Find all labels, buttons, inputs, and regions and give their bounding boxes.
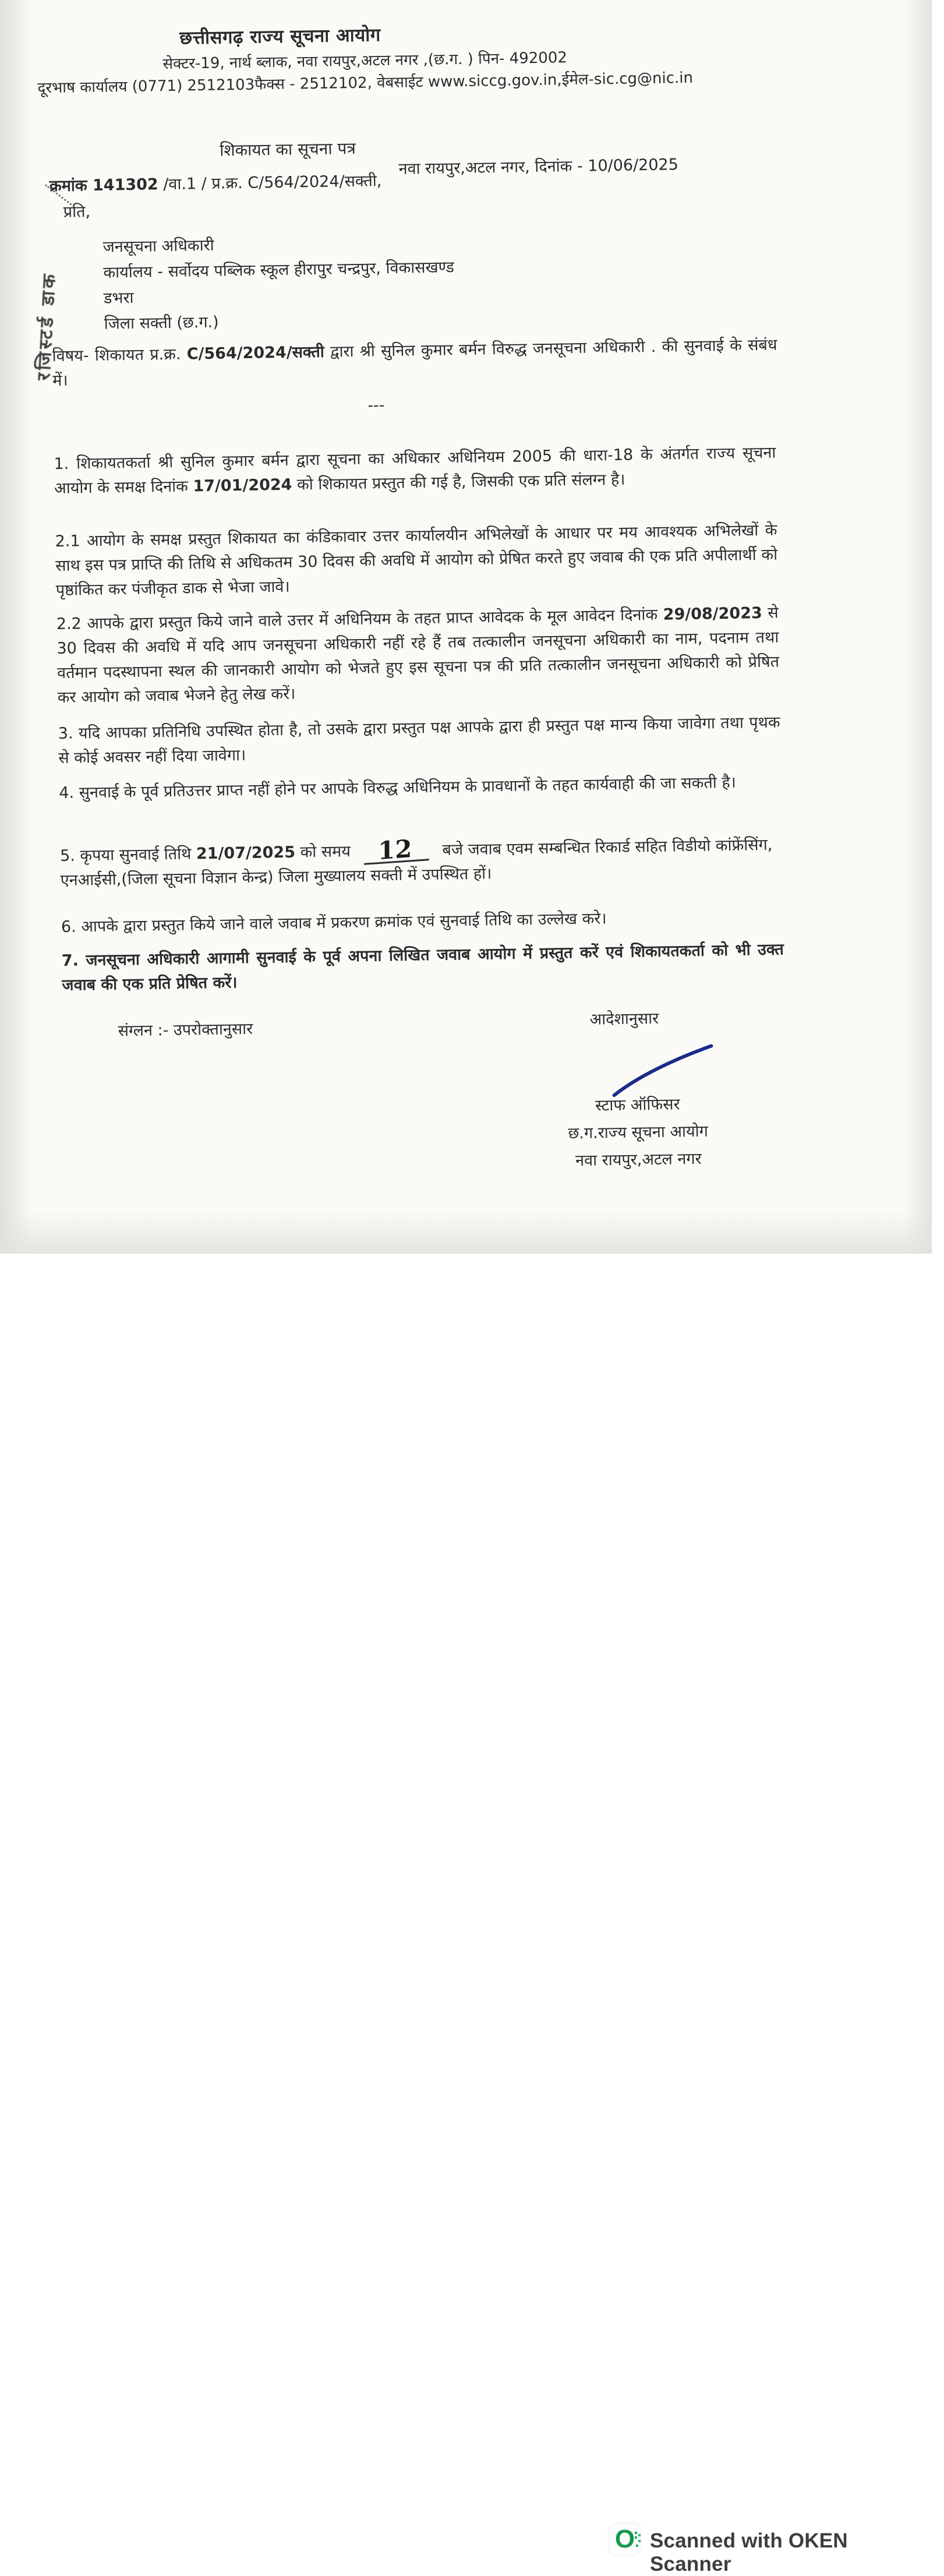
p5-hearing-date: 21/07/2025: [196, 843, 296, 863]
paragraph-5: [60, 833, 783, 893]
paragraph-6: 6. आपके द्वारा प्रस्तुत किये जाने वाले जवाब में प्रकरण क्रमांक एवं सुनवाई तिथि का उल्लेख करे।: [61, 909, 607, 936]
subject-pre: विषय- शिकायत प्र.क्र.: [52, 345, 187, 366]
recipient-block: [102, 224, 745, 337]
recipient-line: जिला सक्ती (छ.ग.): [104, 313, 219, 333]
org-contact: दूरभाष कार्यालय (0771) 2512103फैक्स - 2512102, वेबसाईट www.siccg.gov.in,ईमेल-sic.cg@nic.in: [37, 69, 694, 97]
p5-text-end: बजे जवाब एवम सम्बन्धित रिकार्ड सहित विडीयो कांफ्रेंसिंग, एनआईसी,(जिला सूचना विज्ञान केन्द्र) जिला मुख्यालय सक्ती में उपस्थित हों।: [60, 835, 773, 890]
p2-2-text-end: से 30 दिवस की अवधि में यदि आप जनसूचना अधिकारी नहीं रहे हैं तब तत्कालीन जनसूचना अधिकारी का नाम, पदनाम तथा वर्तमान पदस्थापना स्थल की जानकारी आयोग को भेजते हुए इस सूचना पत्र की प्रति तत्कालीन जनसूचना अधिकारी को प्रेषित कर आयोग को जवाब भेजने हेतु लेख करें।: [56, 604, 780, 707]
scanner-footer: [0, 1254, 932, 2575]
p2-2-text: 2.2 आपके द्वारा प्रस्तुत किये जाने वाले उत्तर में अधिनियम के तहत प्राप्त आवेदक के मूल आवेदन दिनांक: [56, 605, 664, 634]
paragraph-1: [54, 441, 776, 501]
signatory-place: नवा रायपुर,अटल नगर: [575, 1149, 702, 1170]
p5-text-mid: को समय: [295, 842, 356, 862]
oken-logo-letter: O: [614, 2525, 635, 2553]
reference-rest: /वा.1 / प्र.क्र. C/564/2024/सक्ती,: [158, 172, 382, 194]
recipient-line: डभरा: [103, 288, 134, 308]
to-label: प्रति,: [63, 203, 91, 221]
reference-line: [50, 168, 457, 196]
reference-number: क्रमांक 141302: [49, 175, 158, 196]
enclosure-note: संग्लन :- उपरोक्तानुसार: [118, 1019, 253, 1040]
subject-post: द्वारा श्री सुनिल कुमार बर्मन विरुद्ध जनसूचना अधिकारी . की सुनवाई के संबंध में।: [52, 336, 777, 390]
paragraph-2-1: 2.1 आयोग के समक्ष प्रस्तुत शिकायत का कंडिकावार उत्तर कार्यालयीन अभिलेखों के आधार पर मय आवश्यक अभिलेखों के साथ इस पत्र प्राप्ति की तिथि से अधिकतम 30 दिवस की अवधि में आयोग को प्रेषित करते हुए जवाब की एक प्रति अपीलार्थी को पृष्ठांकित कर पंजीकृत डाक से भेजा जावे।: [55, 521, 778, 600]
oken-logo-dots: [635, 2532, 637, 2534]
registered-post-stamp: रजिस्टर्ड डाक: [33, 270, 61, 381]
by-order-label: आदेशानुसार: [589, 1009, 659, 1029]
p1-text: 1. शिकायतकर्ता श्री सुनिल कुमार बर्मन द्वारा सूचना का अधिकार अधिनियम 2005 की धारा-18 के अंतर्गत राज्य सूचना आयोग के समक्ष दिनांक: [54, 443, 776, 498]
signatory-designation: स्टाफ ऑफिसर: [595, 1095, 680, 1115]
handwritten-hearing-time: 12: [364, 839, 429, 865]
p1-complaint-date: 17/01/2024: [193, 475, 292, 496]
scanner-footer-label: Scanned with OKEN Scanner: [650, 2529, 848, 2575]
oken-scanner-icon: [609, 2524, 641, 2555]
document-title: शिकायत का सूचना पत्र: [220, 138, 356, 160]
paragraph-4: 4. सुनवाई के पूर्व प्रतिउत्तर प्राप्त नहीं होने पर आपके विरुद्ध अधिनियम के प्रावधानों के तहत कार्यवाही की जा सकती है।: [59, 773, 737, 803]
divider-dashes: ---: [367, 396, 385, 415]
org-name: छत्तीसगढ़ राज्य सूचना आयोग: [179, 24, 381, 49]
org-address: सेक्टर-19, नार्थ ब्लाक, नवा रायपुर,अटल नगर ,(छ.ग. ) पिन- 492002: [162, 49, 568, 73]
recipient-line: कार्यालय - सर्वोदय पब्लिक स्कूल हीरापुर चन्द्रपुर, विकासखण्ड: [103, 258, 455, 282]
p2-2-application-date: 29/08/2023: [663, 604, 763, 624]
paragraph-7: 7. जनसूचना अधिकारी आगामी सुनवाई के पूर्व अपना लिखित जवाब आयोग में प्रस्तुत करें एवं शिकायतकर्ता को भी उक्त जवाब की एक प्रति प्रेषित करें।: [61, 940, 784, 994]
p5-text: 5. कृपया सुनवाई तिथि: [59, 845, 197, 866]
place-dateline: नवा रायपुर,अटल नगर, दिनांक - 10/06/2025: [398, 156, 679, 178]
subject-case-number: C/564/2024/सक्ती: [186, 343, 324, 364]
subject-line: [52, 333, 777, 394]
paragraph-2-2: [56, 601, 779, 710]
signatory-block: [515, 1089, 761, 1176]
paragraph-3: 3. यदि आपका प्रतिनिधि उपस्थित होता है, तो उसके द्वारा प्रस्तुत पक्ष आपके द्वारा ही प्रस्तुत पक्ष मान्य किया जावेगा तथा पृथक से कोई अवसर नहीं दिया जावेगा।: [58, 713, 780, 768]
recipient-line: जनसूचना अधिकारी: [102, 236, 214, 256]
signatory-org: छ.ग.राज्य सूचना आयोग: [568, 1122, 709, 1143]
p1-text-end: को शिकायत प्रस्तुत की गई है, जिसकी एक प्रति संलग्न है।: [292, 470, 625, 494]
